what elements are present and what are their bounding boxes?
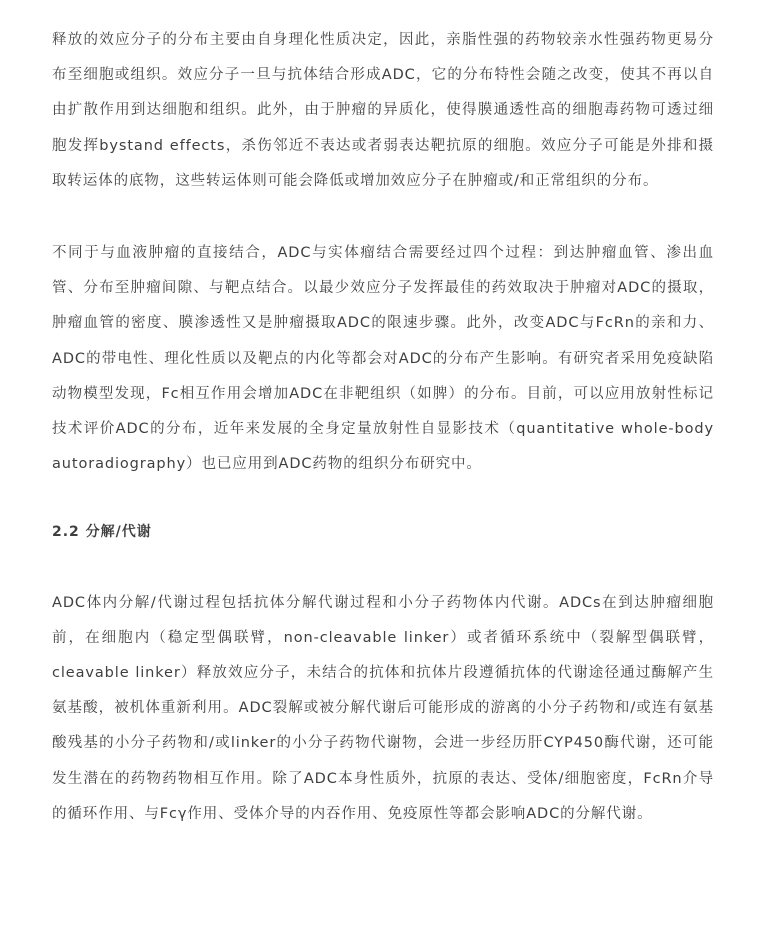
paragraph-solid-tumor-binding: 不同于与血液肿瘤的直接结合，ADC与实体瘤结合需要经过四个过程：到达肿瘤血管、渗出血管、分布至肿瘤间隙、与靶点结合。以最少效应分子发挥最佳的药效取决于肿瘤对ADC的摄取，肿瘤血管的密度、膜渗透性又是肿瘤摄取ADC的限速步骤。此外，改变ADC与FcRn的亲和力、ADC的带电性、理化性质以及靶点的内化等都会对ADC的分布产生影响。有研究者采用免疫缺陷动物模型发现，Fc相互作用会增加ADC在非靶组织（如脾）的分布。目前，可以应用放射性标记技术评价ADC的分布，近年来发展的全身定量放射性自显影技术（quantitative whole-body autoradiography）也已应用到ADC药物的组织分布研究中。 bbox=[52, 245, 714, 473]
section-heading-metabolism: 2.2 分解/代谢 bbox=[52, 524, 152, 541]
paragraph-spacer bbox=[52, 482, 714, 515]
paragraph-distribution-properties: 释放的效应分子的分布主要由自身理化性质决定，因此，亲脂性强的药物较亲水性强药物更易分布至细胞或组织。效应分子一旦与抗体结合形成ADC，它的分布特性会随之改变，使其不再以自由扩散作用到达细胞和组织。此外，由于肿瘤的异质化，使得膜通透性高的细胞毒药物可透过细胞发挥bystand effects，杀伤邻近不表达或者弱表达靶抗原的细胞。效应分子可能是外排和摄取转运体的底物，这些转运体则可能会降低或增加效应分子在肿瘤或/和正常组织的分布。 bbox=[52, 32, 714, 189]
article-body bbox=[52, 23, 714, 832]
paragraph-spacer bbox=[52, 199, 714, 236]
paragraph-catabolism: ADC体内分解/代谢过程包括抗体分解代谢过程和小分子药物体内代谢。ADCs在到达肿瘤细胞前，在细胞内（稳定型偶联臂，non-cleavable linker）或者循环系统中（裂解型偶联臂，cleavable linker）释放效应分子，未结合的抗体和抗体片段遵循抗体的代谢途径通过酶解产生氨基酸，被机体重新利用。ADC裂解或被分解代谢后可能形成的游离的小分子药物和/或连有氨基酸残基的小分子药物和/或linker的小分子药物代谢物，会进一步经历肝CYP450酶代谢，还可能发生潜在的药物药物相互作用。除了ADC本身性质外，抗原的表达、受体/细胞密度，FcRn介导的循环作用、与Fcγ作用、受体介导的内吞作用、免疫原性等都会影响ADC的分解代谢。 bbox=[52, 594, 714, 822]
paragraph-spacer bbox=[52, 551, 714, 586]
